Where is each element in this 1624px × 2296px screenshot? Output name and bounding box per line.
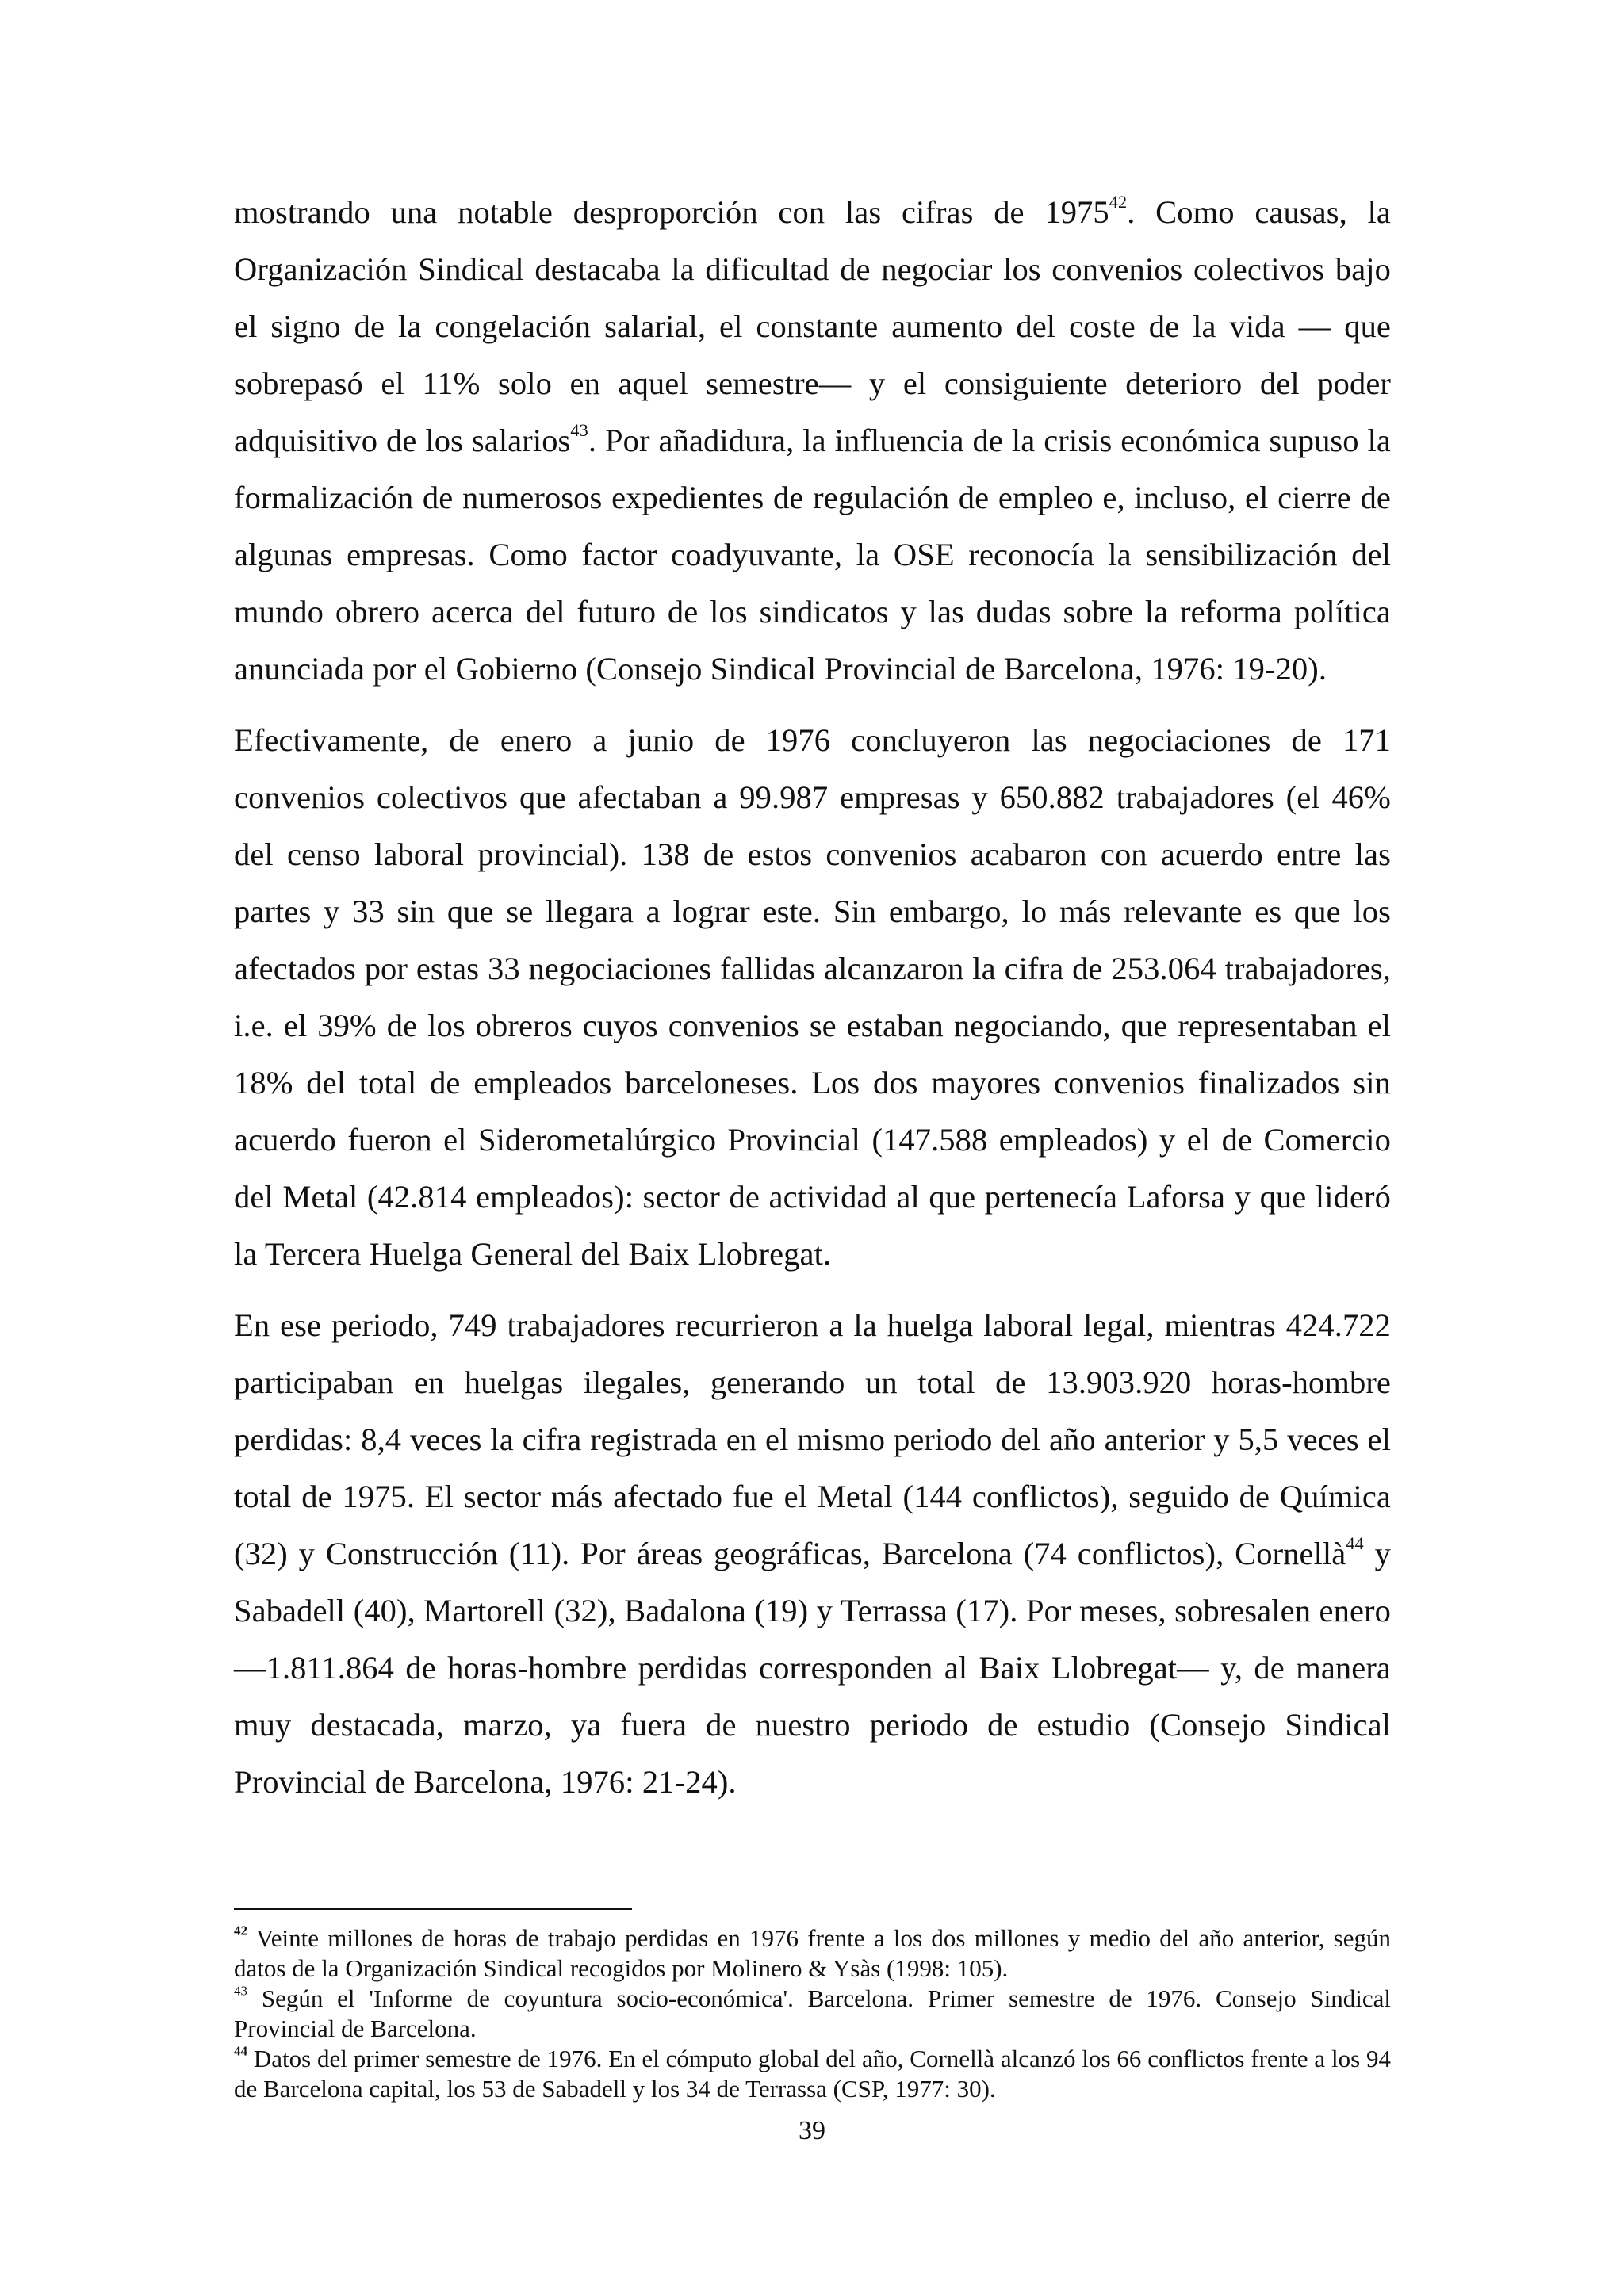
- body-text: [234, 184, 1391, 1825]
- footnote-text-42: Veinte millones de horas de trabajo perdidas en 1976 frente a los dos millones y medio del año anterior, según datos de la Organización Sindical recogidos por Molinero & Ysàs (1998: 105).: [234, 1924, 1391, 1982]
- paragraph-2: [234, 712, 1391, 1283]
- paragraph-1-text-a: mostrando una notable desproporción con las cifras de 1975: [234, 194, 1109, 230]
- footnote-separator: [234, 1908, 632, 1910]
- page-number: 39: [799, 2116, 825, 2145]
- footnote-43: [234, 1984, 1391, 2044]
- footnote-42: [234, 1923, 1391, 1984]
- footnote-ref-44[interactable]: 44: [1346, 1533, 1364, 1554]
- paragraph-3: [234, 1297, 1391, 1811]
- footnote-text-44: Datos del primer semestre de 1976. En el cómputo global del año, Cornellà alcanzó los 66 conflictos frente a los 94 de Barcelona capital, los 53 de Sabadell y los 34 de Terrassa (CSP, 1977: 30).: [234, 2045, 1391, 2103]
- paragraph-3-text-a: En ese periodo, 749 trabajadores recurrieron a la huelga laboral legal, mientras 424.722 participaban en huelgas ilegales, generando un total de 13.903.920 horas-hombre perdidas: 8,4 veces la cifra registrada en el mismo periodo del año anterior y 5,5 veces el total de 1975. El sector más afectado fue el Metal (144 conflictos), seguido de Química (32) y Construcción (11). Por áreas geográficas, Barcelona (74 conflictos), Cornellà: [234, 1307, 1391, 1571]
- footnotes: [234, 1923, 1391, 2104]
- footnote-number-44: 44: [234, 2043, 248, 2059]
- paragraph-1-text-c: . Por añadidura, la influencia de la crisis económica supuso la formalización de numerosos expedientes de regulación de empleo e, incluso, el cierre de algunas empresas. Como factor coadyuvante, la OSE reconocía la sensibilización del mundo obrero acerca del futuro de los sindicatos y las dudas sobre la reforma política anunciada por el Gobierno (Consejo Sindical Provincial de Barcelona, 1976: 19-20).: [234, 423, 1391, 687]
- footnote-44: [234, 2044, 1391, 2104]
- paragraph-2-text: Efectivamente, de enero a junio de 1976 concluyeron las negociaciones de 171 convenios colectivos que afectaban a 99.987 empresas y 650.882 trabajadores (el 46% del censo laboral provincial). 138 de estos convenios acabaron con acuerdo entre las partes y 33 sin que se llegara a lograr este. Sin embargo, lo más relevante es que los afectados por estas 33 negociaciones fallidas alcanzaron la cifra de 253.064 trabajadores, i.e. el 39% de los obreros cuyos convenios se estaban negociando, que representaban el 18% del total de empleados barceloneses. Los dos mayores convenios finalizados sin acuerdo fueron el Siderometalúrgico Provincial (147.588 empleados) y el de Comercio del Metal (42.814 empleados): sector de actividad al que pertenecía Laforsa y que lideró la Tercera Huelga General del Baix Llobregat.: [234, 722, 1391, 1272]
- footnote-number-43: 43: [234, 1983, 248, 1999]
- footnote-ref-43[interactable]: 43: [570, 420, 588, 441]
- footnote-ref-42[interactable]: 42: [1109, 192, 1128, 212]
- footnote-number-42: 42: [234, 1923, 248, 1938]
- footnote-text-43: Según el 'Informe de coyuntura socio-económica'. Barcelona. Primer semestre de 1976. Consejo Sindical Provincial de Barcelona.: [234, 1984, 1391, 2042]
- paragraph-1-text-b: . Como causas, la Organización Sindical destacaba la dificultad de negociar los convenios colectivos bajo el signo de la congelación salarial, el constante aumento del coste de la vida — que sobrepasó el 11% solo en aquel semestre— y el consiguiente deterioro del poder adquisitivo de los salarios: [234, 194, 1391, 458]
- paragraph-1: [234, 184, 1391, 698]
- paragraph-3-text-b: y Sabadell (40), Martorell (32), Badalona (19) y Terrassa (17). Por meses, sobresalen enero —1.811.864 de horas-hombre perdidas corresponden al Baix Llobregat— y, de manera muy destacada, marzo, ya fuera de nuestro periodo de estudio (Consejo Sindical Provincial de Barcelona, 1976: 21-24).: [234, 1536, 1391, 1800]
